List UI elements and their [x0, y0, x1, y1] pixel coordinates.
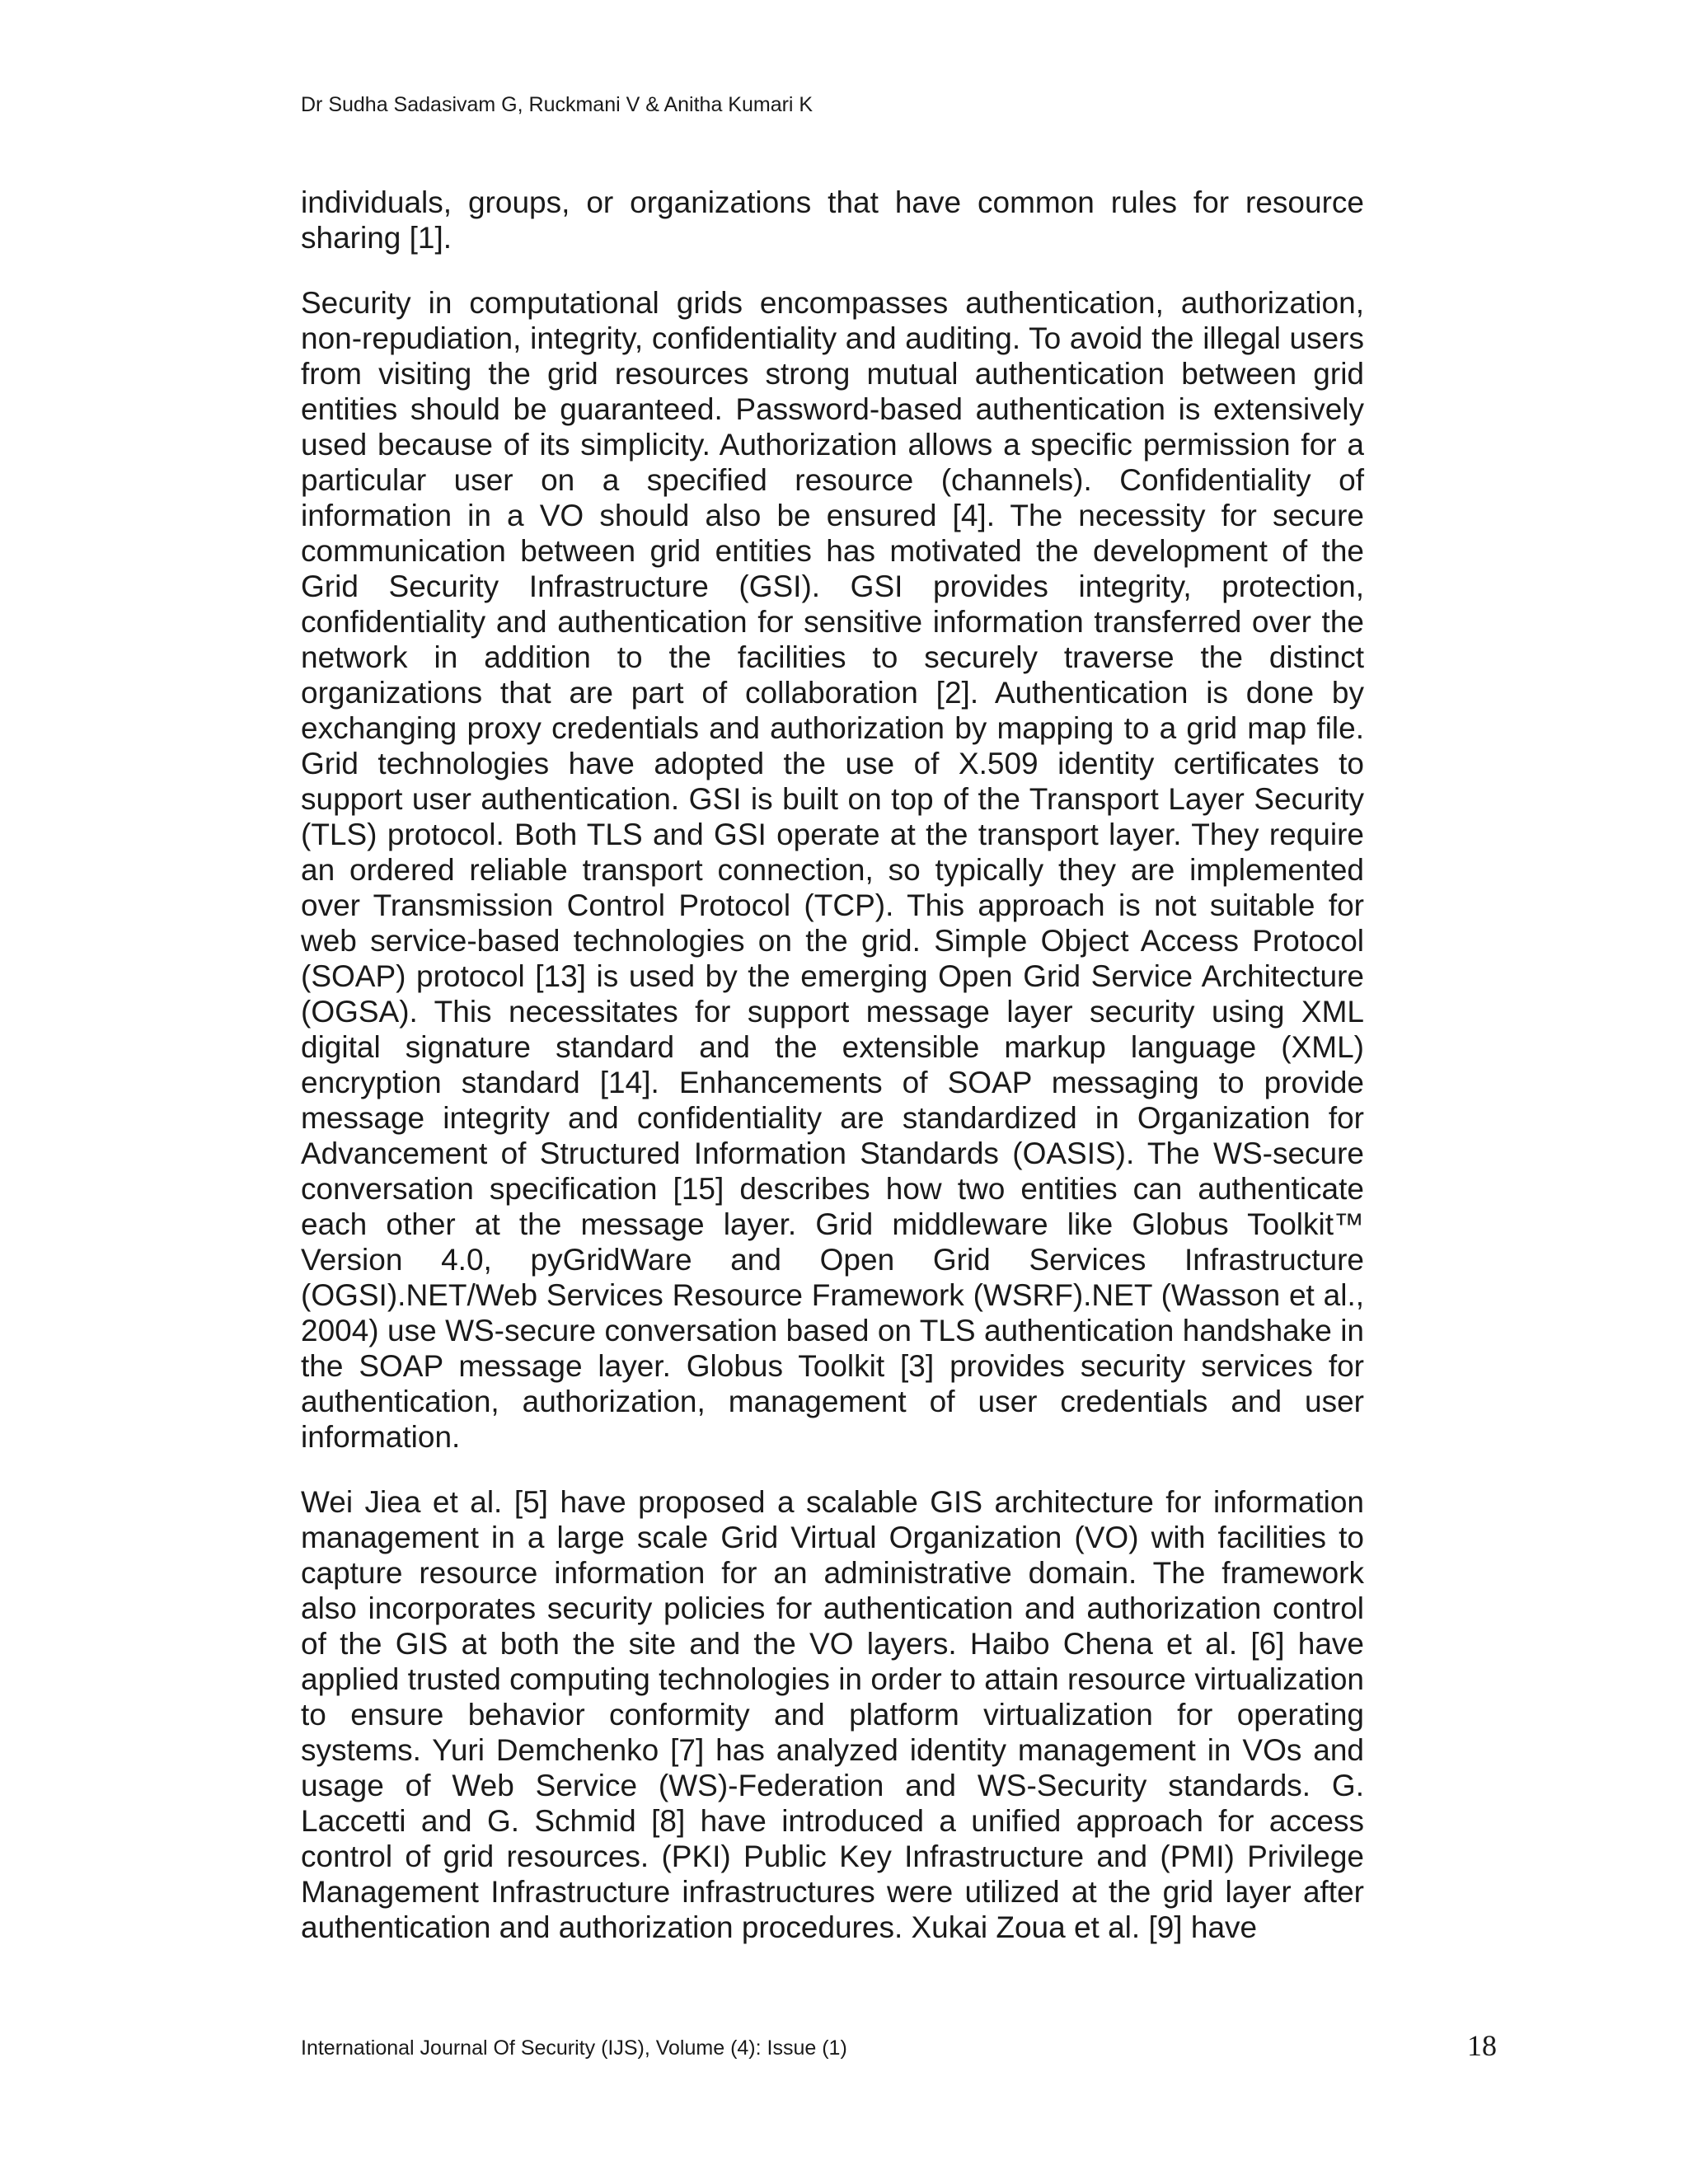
- body-text: [301, 185, 1364, 1975]
- running-head-authors: Dr Sudha Sadasivam G, Ruckmani V & Anitha Kumari K: [301, 93, 814, 116]
- paragraph-2: Security in computational grids encompasses authentication, authorization, non-repudiation, integrity, confidentiality and auditing. To avoid the illegal users from visiting the grid resources strong mutual authentication between grid entities should be guaranteed. Password-based authentication is extensively used because of its simplicity. Authorization allows a specific permission for a particular user on a specified resource (channels). Confidentiality of information in a VO should also be ensured [4]. The necessity for secure communication between grid entities has motivated the development of the Grid Security Infrastructure (GSI). GSI provides integrity, protection, confidentiality and authentication for sensitive information transferred over the network in addition to the facilities to securely traverse the distinct organizations that are part of collaboration [2]. Authentication is done by exchanging proxy credentials and authorization by mapping to a grid map file. Grid technologies have adopted the use of X.509 identity certificates to support user authentication. GSI is built on top of the Transport Layer Security (TLS) protocol. Both TLS and GSI operate at the transport layer. They require an ordered reliable transport connection, so typically they are implemented over Transmission Control Protocol (TCP). This approach is not suitable for web service-based technologies on the grid. Simple Object Access Protocol (SOAP) protocol [13] is used by the emerging Open Grid Service Architecture (OGSA). This necessitates for support message layer security using XML digital signature standard and the extensible markup language (XML) encryption standard [14]. Enhancements of SOAP messaging to provide message integrity and confidentiality are standardized in Organization for Advancement of Structured Information Standards (OASIS). The WS-secure conversation specification [15] describes how two entities can authenticate each other at the message layer. Grid middleware like Globus Toolkit™ Version 4.0, pyGridWare and Open Grid Services Infrastructure (OGSI).NET/Web Services Resource Framework (WSRF).NET (Wasson et al., 2004) use WS-secure conversation based on TLS authentication handshake in the SOAP message layer. Globus Toolkit [3] provides security services for authentication, authorization, management of user credentials and user information.: [301, 286, 1364, 1454]
- paragraph-1: individuals, groups, or organizations that have common rules for resource sharing [1].: [301, 185, 1364, 255]
- page-number: 18: [1467, 2029, 1497, 2062]
- paragraph-3: Wei Jiea et al. [5] have proposed a scalable GIS architecture for information management in a large scale Grid Virtual Organization (VO) with facilities to capture resource information for an administrative domain. The framework also incorporates security policies for authentication and authorization control of the GIS at both the site and the VO layers. Haibo Chena et al. [6] have applied trusted computing technologies in order to attain resource virtualization to ensure behavior conformity and platform virtualization for operating systems. Yuri Demchenko [7] has analyzed identity management in VOs and usage of Web Service (WS)-Federation and WS-Security standards. G. Laccetti and G. Schmid [8] have introduced a unified approach for access control of grid resources. (PKI) Public Key Infrastructure and (PMI) Privilege Management Infrastructure infrastructures were utilized at the grid layer after authentication and authorization procedures. Xukai Zoua et al. [9] have: [301, 1485, 1364, 1944]
- footer-journal-citation: International Journal Of Security (IJS), Volume (4): Issue (1): [301, 2036, 847, 2060]
